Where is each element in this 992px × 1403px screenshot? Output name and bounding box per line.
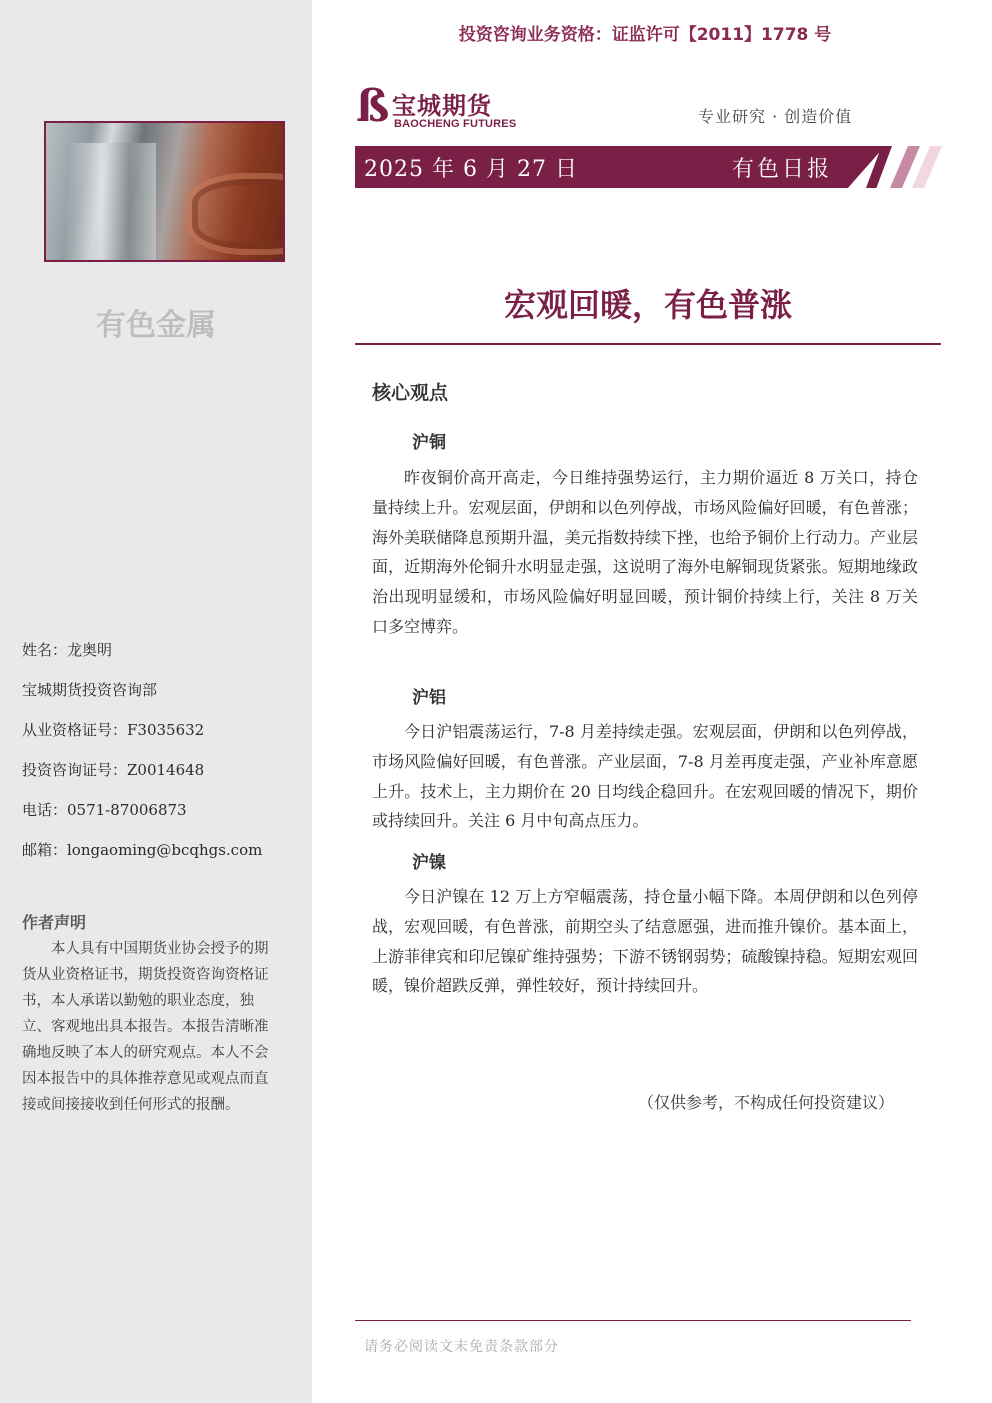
- section-title-copper: 沪铜: [412, 433, 446, 453]
- slogan: 专业研究 · 创造价值: [698, 107, 853, 126]
- section-body-aluminum: 今日沪铝震荡运行，7-8 月差持续走强。宏观层面，伊朗和以色列停战，市场风险偏好回暖，有色普涨。产业层面，7-8 月差再度走强，产业补库意愿上升。技术上，主力期价在 20 日均线企稳回升。在宏观回暖的情况下，期价或持续回升。关注 6 月中旬高点压力。: [372, 722, 918, 831]
- logo-chinese-name: 宝城期货: [392, 92, 492, 120]
- analyst-license: 从业资格证号：F3035632: [22, 721, 205, 739]
- logo-mark-icon: ß: [356, 81, 390, 132]
- footer-divider: [355, 1320, 911, 1321]
- analyst-name: 姓名：龙奥明: [22, 641, 113, 659]
- report-date: 2025 年 6 月 27 日: [364, 157, 578, 182]
- section-body-copper: 昨夜铜价高开高走，今日维持强势运行，主力期价逼近 8 万关口，持仓量持续上升。宏观层面，伊朗和以色列停战，市场风险偏好回暖，有色普涨；海外美联储降息预期升温，美元指数持续下挫，也给予铜价上行动力。产业层面，近期海外伦铜升水明显走强，这说明了海外电解铜现货紧张。短期地缘政治出现明显缓和，市场风险偏好明显回暖，预计铜价持续上行，关注 8 万关口多空博弈。: [372, 468, 918, 636]
- footer-notice: 请务必阅读文末免责条款部分: [364, 1339, 559, 1355]
- analyst-email[interactable]: 邮箱：longaoming@bcqhgs.com: [22, 841, 263, 859]
- analyst-phone: 电话：0571-87006873: [22, 801, 187, 819]
- report-headline: 宏观回暖，有色普涨: [503, 286, 792, 324]
- report-type: 有色日报: [732, 157, 833, 182]
- copper-coil-graphic: [186, 173, 285, 255]
- logo-english-name: BAOCHENG FUTURES: [394, 118, 517, 130]
- author-statement-title: 作者声明: [22, 913, 87, 932]
- sector-title: 有色金属: [96, 308, 216, 343]
- investment-disclaimer: （仅供参考，不构成任何投资建议）: [638, 1093, 895, 1112]
- metal-tube-graphic: [66, 143, 156, 262]
- headline-divider: [355, 343, 941, 345]
- sidebar: [0, 0, 312, 1403]
- company-logo: [356, 81, 526, 134]
- section-title-aluminum: 沪铝: [412, 688, 446, 708]
- core-view-title: 核心观点: [372, 382, 449, 404]
- analyst-dept: 宝城期货投资咨询部: [22, 681, 158, 699]
- author-statement-body: 本人具有中国期货业协会授予的期货从业资格证书，期货投资咨询资格证书，本人承诺以勤勉的职业态度，独立、客观地出具本报告。本报告清晰准确地反映了本人的研究观点。本人不会因本报告中的具体推荐意见或观点而直接或间接接收到任何形式的报酬。: [22, 941, 269, 1113]
- section-title-nickel: 沪镍: [412, 853, 446, 873]
- section-body-nickel: 今日沪镍在 12 万上方窄幅震荡，持仓量小幅下降。本周伊朗和以色列停战，宏观回暖，有色普涨，前期空头了结意愿强，进而推升镍价。基本面上，上游菲律宾和印尼镍矿维持强势；下游不锈钢弱势；硫酸镍持稳。短期宏观回暖，镍价超跌反弹，弹性较好，预计持续回升。: [372, 887, 918, 996]
- analyst-advisory-license: 投资咨询证号：Z0014648: [22, 761, 205, 779]
- qualification-line: 投资咨询业务资格：证监许可【2011】1778 号: [458, 25, 832, 45]
- cover-image: [44, 121, 285, 262]
- analyst-info: [22, 630, 302, 870]
